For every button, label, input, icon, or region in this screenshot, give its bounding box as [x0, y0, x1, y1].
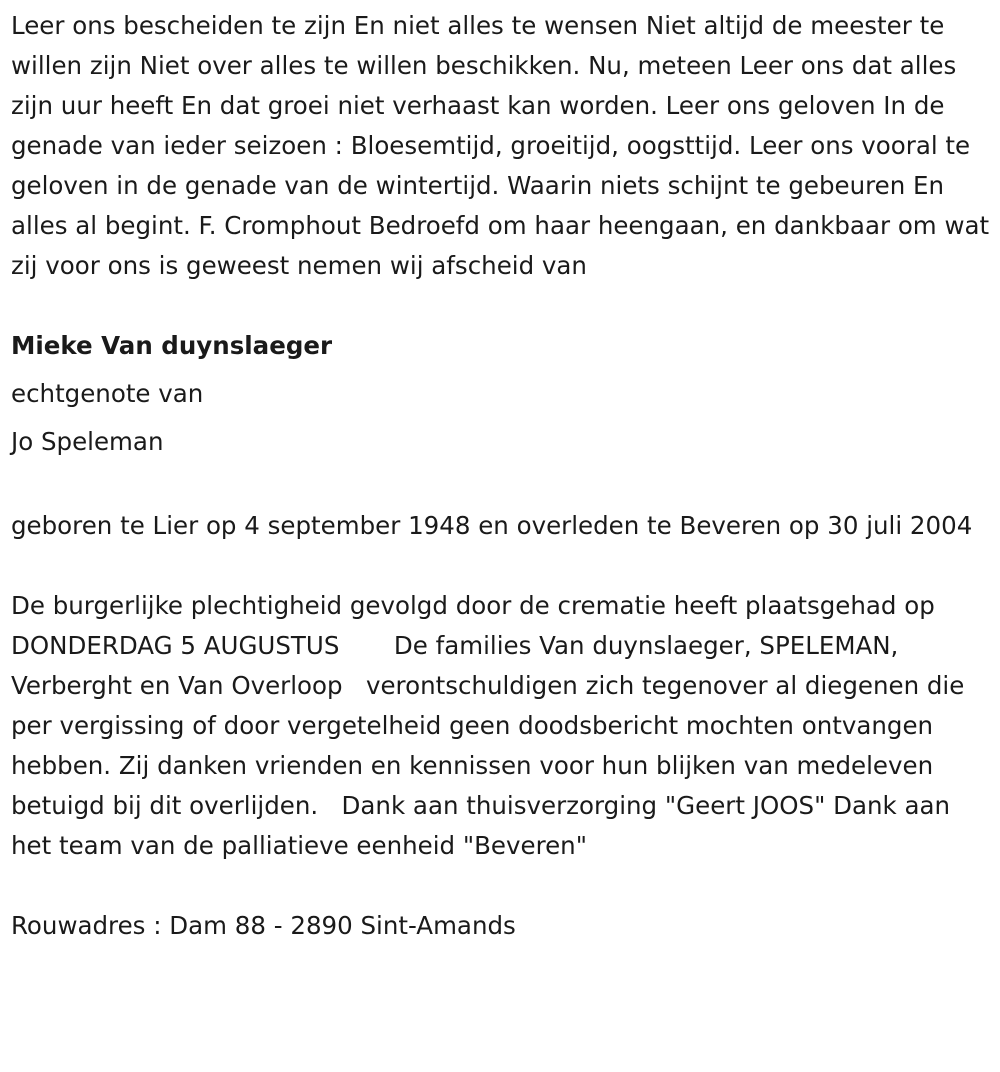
- deceased-name: Mieke Van duynslaeger: [11, 331, 333, 360]
- obituary-notice: [11, 0, 993, 946]
- birth-death-dates: geboren te Lier op 4 september 1948 en overleden te Beveren op 30 juli 2004: [11, 511, 973, 540]
- relation-text: echtgenote van: [11, 379, 204, 408]
- mourning-address: Rouwadres : Dam 88 - 2890 Sint-Amands: [11, 911, 516, 940]
- poem-text: Leer ons bescheiden te zijn En niet alles te wensen Niet altijd de meester te willen zijn Niet over alles te willen beschikken. Nu, meteen Leer ons dat alles zijn uur heeft En dat groei niet verhaast kan worden. Leer ons geloven In de genade van ieder seizoen : Bloesemtijd, groeitijd, oogsttijd. Leer ons vooral te geloven in de genade van de wintertijd. Waarin niets schijnt te gebeuren En alles al begint. F. Cromphout Bedroefd om haar heengaan, en dankbaar om wat zij voor ons is geweest nemen wij afscheid van: [11, 11, 990, 280]
- ceremony-text-part3: verontschuldigen zich tegenover al diegenen die per vergissing of door vergetelheid geen doodsbericht mochten ontvangen hebben. Zij danken vrienden en kennissen voor hun blijken van medeleven betuigd bij dit overlijden.: [11, 671, 965, 820]
- ceremony-text-part2: De families Van duynslaeger, SPELEMAN, Verberght en Van Overloop: [11, 631, 899, 700]
- ceremony-text: [11, 586, 993, 866]
- ceremony-text-part4: Dank aan thuisverzorging "Geert JOOS" Dank aan het team van de palliatieve eenheid "Beveren": [11, 791, 951, 860]
- spouse-name: Jo Speleman: [11, 427, 164, 456]
- ceremony-text-part1: De burgerlijke plechtigheid gevolgd door de crematie heeft plaatsgehad op DONDERDAG 5 AUGUSTUS: [11, 591, 935, 660]
